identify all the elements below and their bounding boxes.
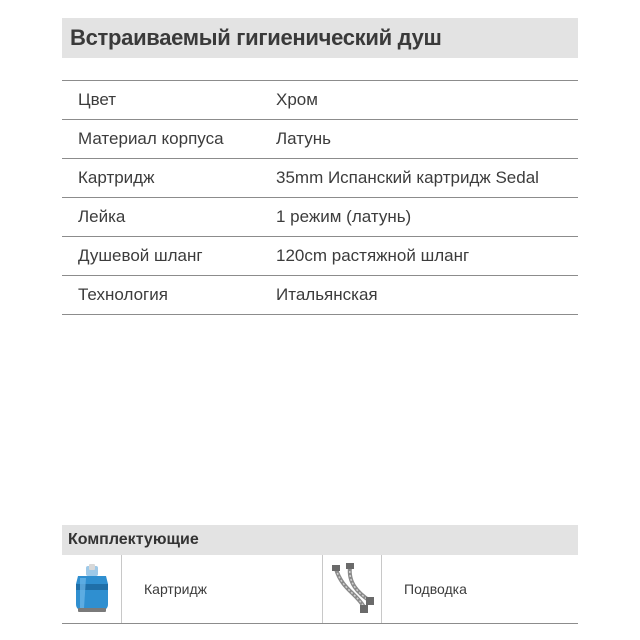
accessory-label-hose: Подводка xyxy=(404,581,467,597)
accessories-header xyxy=(62,525,578,555)
accessories-title: Комплектующие xyxy=(68,531,199,548)
accessory-label-cartridge: Картридж xyxy=(144,581,207,597)
cartridge-image xyxy=(62,555,122,623)
spec-row-color xyxy=(62,81,578,120)
hose-icon xyxy=(328,563,376,615)
spec-row-cartridge xyxy=(62,159,578,198)
cartridge-icon xyxy=(70,564,114,614)
spec-label: Лейка xyxy=(78,207,126,226)
title-bar xyxy=(62,18,578,58)
spec-value: 120cm растяжной шланг xyxy=(276,246,470,265)
hose-image xyxy=(322,555,382,623)
spec-label: Картридж xyxy=(78,168,155,187)
spec-table xyxy=(62,80,578,315)
spec-value: Латунь xyxy=(276,129,331,148)
spec-value: 1 режим (латунь) xyxy=(276,207,412,226)
spec-label: Материал корпуса xyxy=(78,129,224,148)
spec-label: Цвет xyxy=(78,90,117,109)
page-title: Встраиваемый гигиенический душ xyxy=(70,25,442,50)
spec-value: Хром xyxy=(276,90,318,109)
spec-row-shower-head xyxy=(62,198,578,237)
spec-label: Технология xyxy=(78,285,168,304)
spec-row-hose xyxy=(62,237,578,276)
spec-row-technology xyxy=(62,276,578,315)
spec-value: 35mm Испанский картридж Sedal xyxy=(276,168,539,187)
spec-row-material xyxy=(62,120,578,159)
spec-value: Итальянская xyxy=(276,285,378,304)
accessories-row xyxy=(62,555,578,624)
spec-label: Душевой шланг xyxy=(78,246,203,265)
